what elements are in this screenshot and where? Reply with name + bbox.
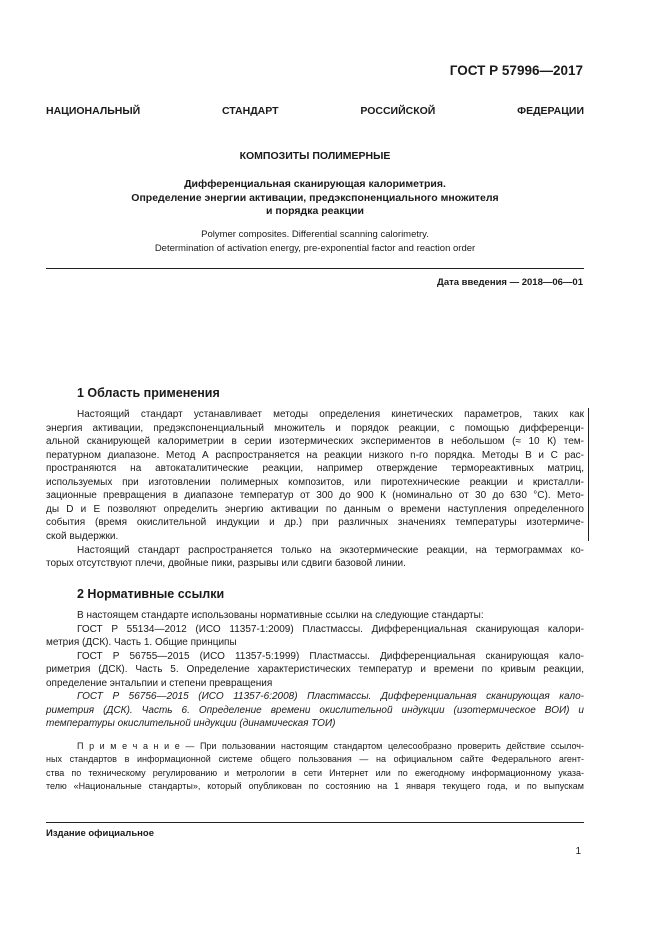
document-subtitle [46, 178, 584, 219]
text-line: торых отсутствуют плечи, двойные пики, разрывы или сдвиги базовой линии. [46, 558, 406, 570]
document-title: КОМПОЗИТЫ ПОЛИМЕРНЫЕ [239, 150, 391, 162]
text-line: В настоящем стандарте использованы нормативные ссылки на следующие стандарты: [77, 610, 484, 621]
subtitle-line: Определение энергии активации, предэкспоненциального множителя [131, 191, 499, 204]
text-line: риметрия (ДСК). Часть 5. Определение характеристических температур и времени по кривым реакции, [46, 664, 584, 676]
subtitle-line: Дифференциальная сканирующая калориметрия. [184, 178, 446, 190]
text-line: используемых при изготовлении полимерных композитов, или пиротехнические реакции и кристалли- [46, 476, 584, 488]
text-line: Настоящий стандарт распространяется только на экзотермические реакции, на термограммах ко- [77, 544, 584, 556]
text-line: ства по техническому регулированию и метрологии в сети Интернет или по ежегодному информационному указа- [46, 767, 584, 778]
text-line: события (время окислительной индукции и др.) при различных значениях температуры изотермиче- [46, 517, 584, 529]
text-line: альной сканирующей калориметрии в серии изотермических экспериментов в небольшом (≈ 10 К) тем- [46, 436, 584, 448]
english-title [46, 228, 584, 255]
text-line: ГОСТ Р 55134—2012 (ИСО 11357-1:2009) Пластмассы. Дифференциальная сканирующая калори- [77, 623, 584, 635]
text-line: риметрия (ДСК). Часть 6. Определение времени окислительной индукции (изотермическое ВОИ) и [46, 704, 584, 716]
footer-divider [46, 822, 584, 823]
text-line: ды D и Е позволяют определить энергию активации по данным о времени наступления определенного [46, 503, 584, 515]
national-standard-banner [46, 105, 584, 117]
text-line: пространяются на автокаталитические реакции, например отверждение термореактивных матриц, [46, 463, 584, 475]
text-line: ных стандартов в информационной системе общего пользования — на официальном сайте Федерального агент- [46, 754, 584, 765]
section-1-heading: 1 Область применения [77, 386, 220, 400]
banner-word: СТАНДАРТ [221, 105, 279, 117]
text-line: энергия активации, предэкспоненциальный множитель и порядок реакции, с помощью дифференци- [46, 422, 584, 434]
banner-word: ФЕДЕРАЦИИ [517, 105, 584, 117]
banner-word: НАЦИОНАЛЬНЫЙ [46, 105, 141, 117]
introduction-date: Дата введения — 2018—06—01 [437, 277, 583, 288]
english-title-line: Polymer composites. Differential scanning calorimetry. [201, 229, 429, 240]
page-number: 1 [575, 846, 581, 857]
text-line: температуры окислительной индукции (динамическая ТОИ) [46, 718, 336, 730]
banner-word: РОССИЙСКОЙ [360, 105, 436, 117]
document-number: ГОСТ Р 57996—2017 [449, 63, 583, 78]
text-line: П р и м е ч а н и е — При пользовании настоящим стандартом целесообразно проверить действие ссылоч- [77, 741, 584, 751]
text-line: зационные превращения в диапазоне температур от 300 до 900 К (номинально от 30 до 630 °С). Мето- [46, 490, 584, 502]
subtitle-line: и порядка реакции [266, 205, 364, 217]
text-line: ГОСТ Р 56755—2015 (ИСО 11357-5:1999) Пластмассы. Дифференциальная сканирующая кало- [77, 650, 584, 662]
text-line: пературном диапазоне. Метод А распространяется на реакции низкого n-го порядка. Методы В и С рас- [46, 449, 584, 461]
official-edition-label: Издание официальное [46, 828, 154, 839]
text-line: ской выдержки. [46, 530, 119, 542]
change-bar [588, 408, 589, 541]
text-line: ГОСТ Р 56756—2015 (ИСО 11357-6:2008) Пластмассы. Дифференциальная сканирующая кало- [77, 691, 584, 703]
section-2-heading: 2 Нормативные ссылки [77, 587, 225, 601]
text-line: метрия (ДСК). Часть 1. Общие принципы [46, 637, 237, 649]
title-divider [46, 268, 584, 269]
text-line: Настоящий стандарт устанавливает методы определения кинетических параметров, таких как [77, 409, 584, 420]
text-line: определение энтальпии и степени превращения [46, 677, 273, 689]
english-title-line: Determination of activation energy, pre-exponential factor and reaction order [154, 242, 476, 254]
text-line: телю «Национальные стандарты», который опубликован по состоянию на 1 января текущего года, и по выпускам [46, 781, 584, 792]
